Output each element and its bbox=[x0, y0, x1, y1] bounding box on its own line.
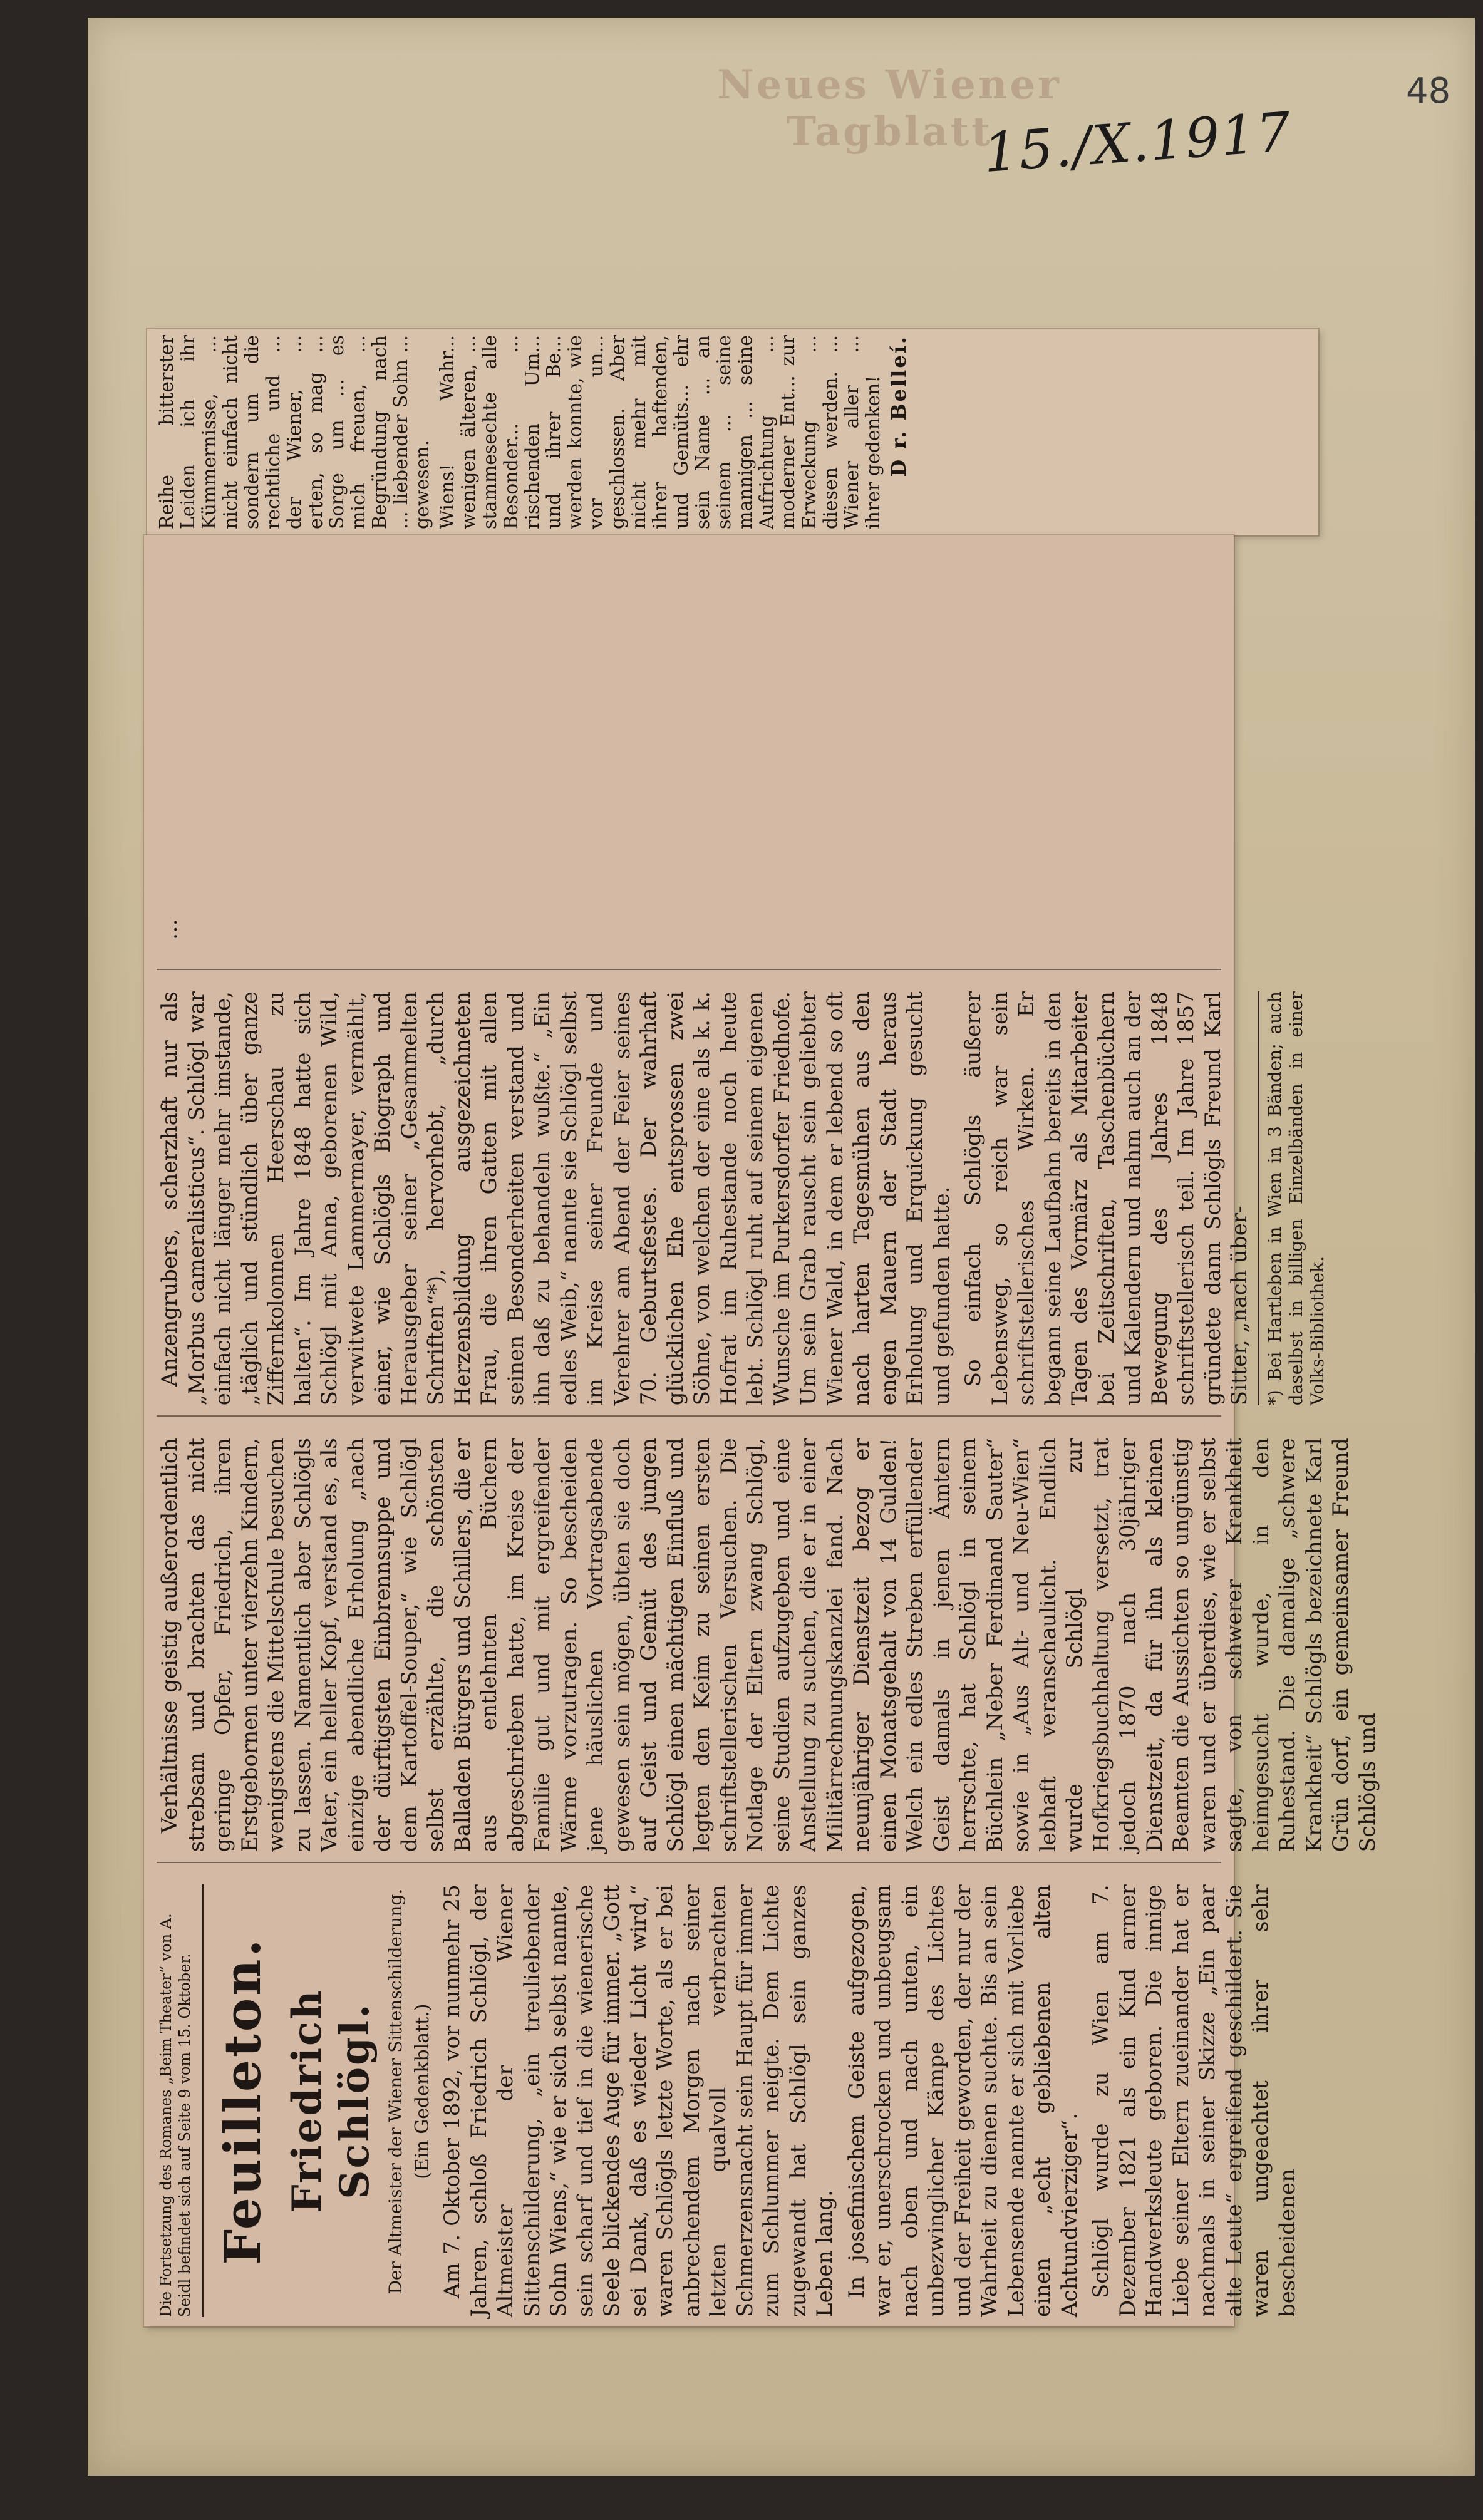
article-column-2 bbox=[157, 1438, 1380, 1863]
article-paragraph: … bbox=[157, 919, 182, 941]
main-clipping bbox=[144, 535, 1380, 2326]
article-title: Friedrich Schlögl. bbox=[284, 1988, 378, 2213]
article-dedication: (Ein Gedenkblatt.) bbox=[411, 2003, 433, 2179]
section-title: Feuilleton. bbox=[213, 1936, 272, 2265]
top-clipping-paragraph: Reihe bitterster Leiden ich ihr Kümmernisse, ... nicht einfach nicht sondern um die rechtliche und ... der Wiener, ... erten, so mag ... Sorge um ... es mich freuen, ... Begründung nach ... liebender Sohn ... gewesen. bbox=[156, 335, 433, 529]
article-paragraph: Schlögl wurde zu Wien am 7. Dezember 1821 als ein Kind armer Handwerksleute geboren. Die innige Liebe seiner Eltern zueinander hat er nachmals in seiner Skizze „Ein paar alte Leute“ ergreifend geschildert. Sie waren ungeachtet ihrer sehr bescheidenen bbox=[1088, 1884, 1300, 2317]
footnote: *) Bei Hartleben in Wien in 3 Bänden; auch daselbst in billigen Einzelbänden in einer Volks-Bibliothek. bbox=[1258, 991, 1328, 1405]
article-paragraph: So einfach Schlögls äußerer Lebensweg, so reich war sein schriftstellerisches Wirken. Er begann seine Laufbahn bereits in den Tagen des Vormärz als Mitarbeiter bei Zeitschriften, Taschenbüchern und Kalendern und nahm auch an der Bewegung des Jahres 1848 schriftstellerisch teil. Im Jahre 1857 gründete dann Schlögls Freund Karl Sitter, „nach über- bbox=[961, 991, 1252, 1406]
article-subtitle: Der Altmeister der Wiener Sittenschilderung. bbox=[385, 1888, 406, 2295]
archive-page-number: 48 bbox=[1406, 71, 1451, 111]
divider bbox=[202, 1884, 204, 2317]
article-paragraph: Am 7. Oktober 1892, vor nunmehr 25 Jahren, schloß Friedrich Schlögl, der Altmeister der Wiener Sittenschilderung, „ein treuliebender Sohn Wiens,“ wie er sich selbst nannte, sein scharf und tief in die wienerische Seele blickendes Auge für immer. „Gott sei Dank, daß es wieder Licht wird,“ waren Schlögls letzte Worte, als er bei anbrechendem Morgen nach seiner letzten qualvoll verbrachten Schmerzensnacht sein Haupt für immer zum Schlummer neigte. Dem Lichte zugewandt hat Schlögl sein ganzes Leben lang. bbox=[440, 1884, 837, 2317]
article-paragraph: Verhältnisse geistig außerordentlich strebsam und brachten das nicht geringe Opfer, Friedrich, ihren Erstgebornen unter vierzehn Kindern, wenigstens die Mittelschule besuchen zu lassen. Namentlich aber Schlögls Vater, ein heller Kopf, verstand es, als einzige abendliche Erholung „nach der dürftigsten Einbrennsuppe und dem Kartoffel-Souper,“ wie Schlögl selbst erzählte, die schönsten Balladen Bürgers und Schillers, die er aus entlehnten Büchern abgeschrieben hatte, im Kreise der Familie gut und mit ergreifender Wärme vorzutragen. So bescheiden jene häuslichen Vortragsabende gewesen sein mögen, übten sie doch auf Geist und Gemüt des jungen Schlögl einen mächtigen Einfluß und legten den Keim zu seinen ersten schriftstellerischen Versuchen. Die Notlage der Eltern zwang Schlögl, seine Studien aufzugeben und eine Anstellung zu suchen, die er in einer Militärrechnungskanzlei fand. Nach neunjähriger Dienstzeit bezog er einen Monatsgehalt von 14 Gulden! Welch ein edles Streben erfüllender Geist damals in jenen Ämtern herrschte, hat Schlögl in seinem Büchlein „Neber Ferdinand Sauter“ sowie in „Aus Alt- und Neu-Wien“ lebhaft veranschaulicht. Endlich wurde Schlögl zur Hofkriegsbuchhaltung versetzt, trat jedoch 1870 nach 30jähriger Dienstzeit, da für ihn als kleinen Beamten die Aussichten so ungünstig waren und er überdies, wie er selbst sagte, von schwerer Krankheit heimgesucht wurde, in den Ruhestand. Die damalige „schwere Krankheit“ Schlögls bezeichnete Karl Grün dorf, ein gemeinsamer Freund Schlögls und bbox=[157, 1438, 1380, 1852]
article-column-1 bbox=[157, 1884, 1300, 2317]
top-clipping bbox=[147, 329, 1318, 535]
article-paragraph: In josefinischem Geiste aufgezogen, war er, unerschrocken und unbeugsam nach oben und nach unten, ein unbezwinglicher Kämpe des Lichtes und der Freiheit geworden, der nur der Wahrheit zu dienen suchte. Bis an sein Lebensende nannte er sich mit Vorliebe einen „echt gebliebenen alten Achtundvierziger“. bbox=[844, 1884, 1082, 2317]
serial-notice: Die Fortsetzung des Romanes „Beim Theater“ von A. Seidl befindet sich auf Seite 9 vom 15. Oktober. bbox=[157, 1913, 194, 2317]
article-column-4 bbox=[157, 545, 1221, 970]
newspaper-masthead-stamp: Neues Wiener Tagblatt bbox=[717, 61, 1062, 155]
handwritten-date: 15./X.1917 bbox=[981, 100, 1294, 185]
top-clipping-paragraph: Wiens! Wahr... wenigen älteren, ... stammesechte alle Besonder... ... rischenden Um... und ihrer Be... werden konnte, wie vor un... geschlossen. Aber nicht mehr mit ihrer haftenden, und Gemüts... ehr sein Name ... an seinem ... seine mannigen ... seine Aufrichtung ... moderner Ent... zur Erweckung ... diesen werden. ... Wiener aller ... ihrer gedenken! bbox=[437, 335, 884, 529]
main-clipping-text bbox=[157, 545, 1380, 2317]
top-clipping-text bbox=[157, 335, 1309, 529]
author-signature: D r. Belleí. bbox=[887, 335, 911, 477]
article-paragraph: Anzengrubers, scherzhaft nur als „Morbus cameralisticus“. Schlögl war einfach nicht länger mehr imstande, „täglich und stündlich über ganze Ziffernkolonnen Heerschau zu halten“. Im Jahre 1848 hatte sich Schlögl mit Anna, geborenen Wild, verwitwete Lammermayer, vermählt, einer, wie Schlögls Biograph und Herausgeber seiner „Gesammelten Schriften“*), hervorhebt, „durch Herzensbildung ausgezeichneten Frau, die ihren Gatten mit allen seinen Besonderheiten verstand und ihn daß zu behandeln wußte.“ „Ein edles Weib,“ nannte sie Schlögl selbst im Kreise seiner Freunde und Verehrer am Abend der Feier seines 70. Geburtsfestes. Der wahrhaft glücklichen Ehe entsprossen zwei Söhne, von welchen der eine als k. k. Hofrat im Ruhestande noch heute lebt. Schlögl ruht auf seinem eigenen Wunsche im Purkersdorfer Friedhofe. Um sein Grab rauscht sein geliebter Wiener Wald, in dem er lebend so oft nach harten Tagesmühen aus den engen Mauern der Stadt heraus Erholung und Erquickung gesucht und gefunden hatte. bbox=[157, 991, 954, 1406]
article-column-3 bbox=[157, 991, 1328, 1417]
